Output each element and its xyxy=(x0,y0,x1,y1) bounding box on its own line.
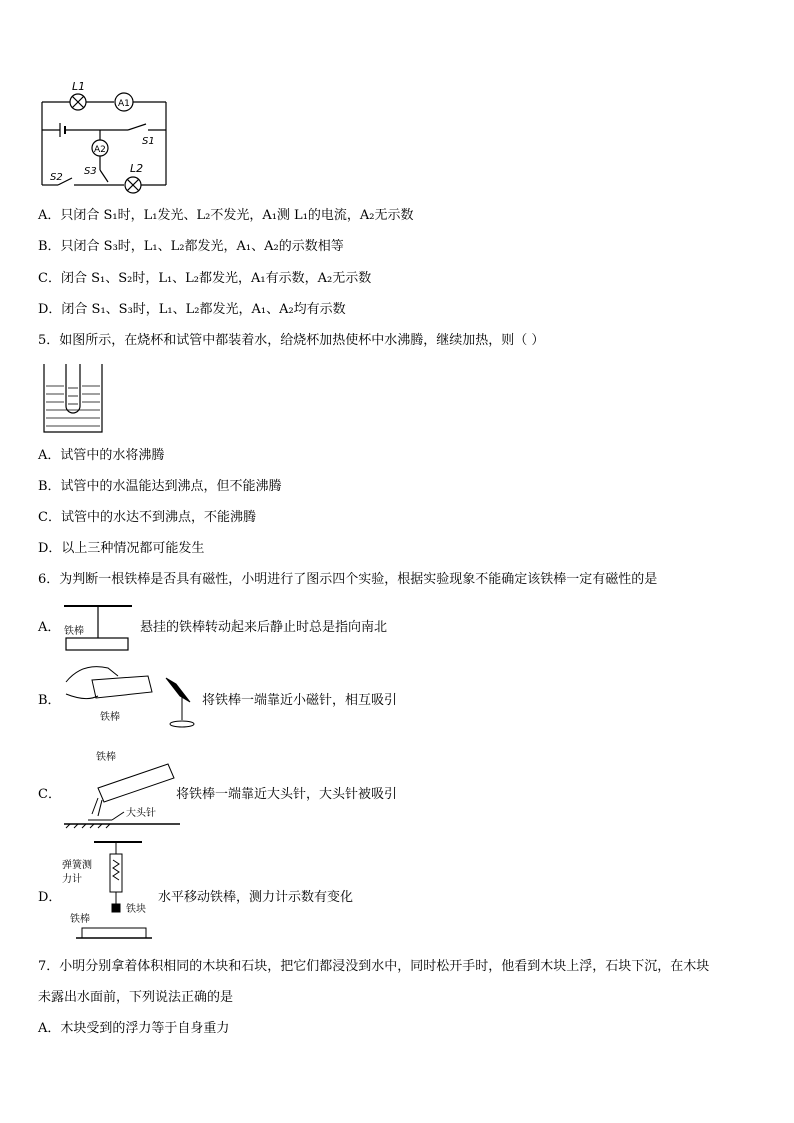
q5-stem: 5．如图所示，在烧杯和试管中都装着水，给烧杯加热使杯中水沸腾，继续加热，则（ ） xyxy=(38,333,545,348)
label-S2: S2 xyxy=(50,172,63,183)
q6-d-block-label: 铁块 xyxy=(126,904,146,915)
label-A2: A2 xyxy=(94,145,106,155)
label-L2: L2 xyxy=(130,162,144,175)
q7-option-a: A．木块受到的浮力等于自身重力 xyxy=(38,1021,230,1036)
q4-option-a: A．只闭合 S₁时，L₁发光、L₂不发光，A₁测 L₁的电流，A₂无示数 xyxy=(38,208,414,223)
rod-compass-figure xyxy=(62,658,202,738)
q6-option-a-letter: A． xyxy=(38,620,61,635)
q5-option-a: A．试管中的水将沸腾 xyxy=(38,448,165,463)
q6-a-rod-label: 铁棒 xyxy=(64,626,84,637)
q6-stem: 6．为判断一根铁棒是否具有磁性，小明进行了图示四个实验，根据实验现象不能确定该铁棒一定有磁性的是 xyxy=(38,572,658,587)
rod-pins-figure xyxy=(62,748,182,830)
q6-option-c-letter: C． xyxy=(38,787,61,802)
q5-option-b: B．试管中的水温能达到沸点，但不能沸腾 xyxy=(38,479,282,494)
q6-d-scale-label-1: 弹簧测 xyxy=(62,860,92,871)
q6-option-c-text: 将铁棒一端靠近大头针，大头针被吸引 xyxy=(176,787,398,802)
q6-c-pin-label: 大头针 xyxy=(126,808,156,819)
q5-option-d: D．以上三种情况都可能发生 xyxy=(38,541,205,556)
hanging-rod-figure xyxy=(62,598,134,654)
beaker-test-tube-figure xyxy=(40,362,106,434)
q6-d-rod-label: 铁棒 xyxy=(70,914,90,925)
q4-option-b: B．只闭合 S₃时，L₁、L₂都发光，A₁、A₂的示数相等 xyxy=(38,239,344,254)
q4-option-c: C．闭合 S₁、S₂时，L₁、L₂都发光，A₁有示数，A₂无示数 xyxy=(38,271,372,286)
q4-option-d: D．闭合 S₁、S₃时，L₁、L₂都发光，A₁、A₂均有示数 xyxy=(38,302,346,317)
q6-option-b-text: 将铁棒一端靠近小磁针，相互吸引 xyxy=(202,693,398,708)
q6-option-d-letter: D． xyxy=(38,890,62,905)
q6-c-rod-label: 铁棒 xyxy=(96,752,116,763)
label-L1: L1 xyxy=(72,80,86,93)
q6-d-scale-label-2: 力计 xyxy=(62,874,82,885)
label-A1: A1 xyxy=(118,99,130,109)
q7-stem-line1: 7．小明分别拿着体积相同的木块和石块，把它们都浸没到水中，同时松开手时，他看到木块上浮，石块下沉，在木块 xyxy=(38,959,710,974)
spring-scale-figure xyxy=(62,836,158,946)
q5-option-c: C．试管中的水达不到沸点，不能沸腾 xyxy=(38,510,256,525)
q6-option-b-letter: B． xyxy=(38,693,61,708)
q7-stem-line2: 未露出水面前，下列说法正确的是 xyxy=(38,990,234,1005)
label-S1: S1 xyxy=(142,136,155,147)
q6-option-a-text: 悬挂的铁棒转动起来后静止时总是指向南北 xyxy=(140,620,388,635)
circuit-diagram xyxy=(38,80,173,190)
q6-b-rod-label: 铁棒 xyxy=(100,712,120,723)
label-S3: S3 xyxy=(84,166,97,177)
q6-option-d-text: 水平移动铁棒，测力计示数有变化 xyxy=(158,890,354,905)
